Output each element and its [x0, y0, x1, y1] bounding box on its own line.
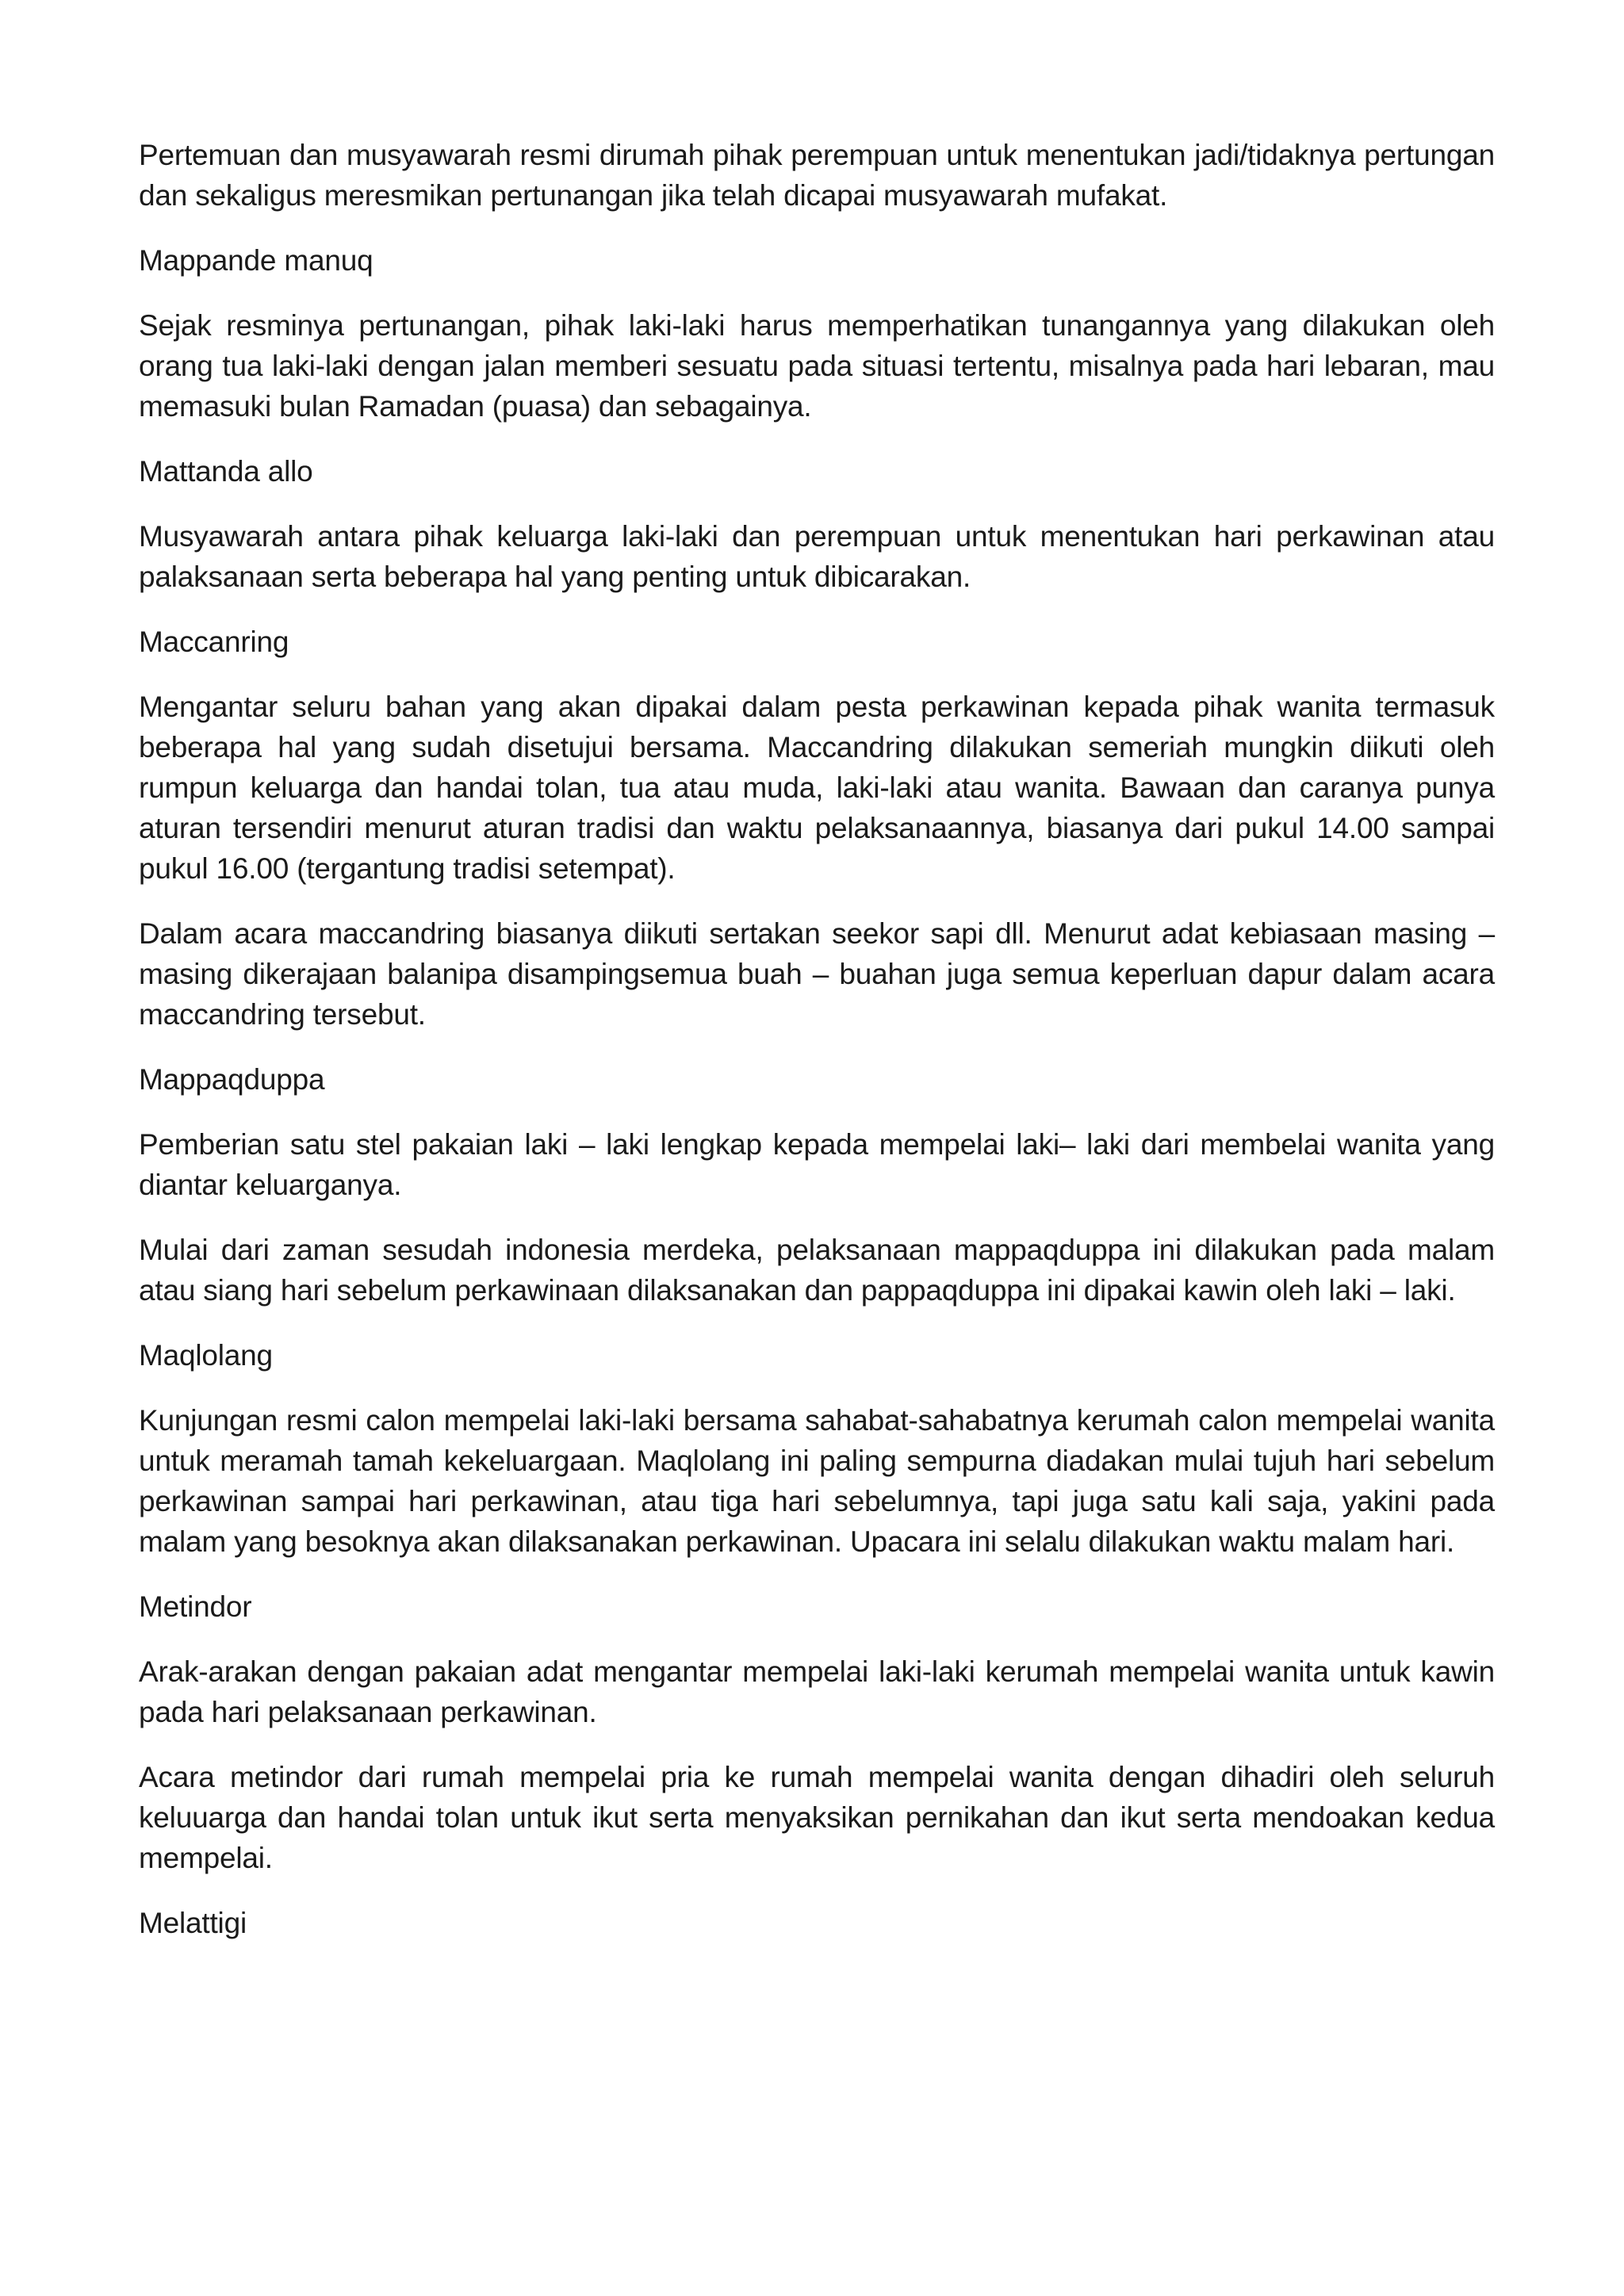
- paragraph: Pertemuan dan musyawarah resmi dirumah pihak perempuan untuk menentukan jadi/tidaknya pertungan dan sekaligus meresmikan pertunangan jika telah dicapai musyawarah mufakat.: [139, 139, 1495, 212]
- section-heading: Melattigi: [139, 1907, 247, 1939]
- paragraph: Arak-arakan dengan pakaian adat mengantar mempelai laki-laki kerumah mempelai wanita untuk kawin pada hari pelaksanaan perkawinan.: [139, 1655, 1495, 1728]
- paragraph: Kunjungan resmi calon mempelai laki-laki bersama sahabat-sahabatnya kerumah calon mempelai wanita untuk meramah tamah kekeluargaan. Maqlolang ini paling sempurna diadakan mulai tujuh hari sebelum perkawinan sampai hari perkawinan, atau tiga hari sebelumnya, tapi juga satu kali saja, yakini pada malam yang besoknya akan dilaksanakan perkawinan. Upacara ini selalu dilakukan waktu malam hari.: [139, 1404, 1495, 1558]
- section-heading: Mappande manuq: [139, 244, 373, 277]
- paragraph: Dalam acara maccandring biasanya diikuti sertakan seekor sapi dll. Menurut adat kebiasaan masing – masing dikerajaan balanipa disampingsemua buah – buahan juga semua keperluan dapur dalam acara maccandring tersebut.: [139, 917, 1495, 1031]
- paragraph: Mengantar seluru bahan yang akan dipakai dalam pesta perkawinan kepada pihak wanita termasuk beberapa hal yang sudah disetujui bersama. Maccandring dilakukan semeriah mungkin diikuti oleh rumpun keluarga dan handai tolan, tua atau muda, laki-laki atau wanita. Bawaan dan caranya punya aturan tersendiri menurut aturan tradisi dan waktu pelaksanaannya, biasanya dari pukul 14.00 sampai pukul 16.00 (tergantung tradisi setempat).: [139, 691, 1495, 885]
- paragraph: Pemberian satu stel pakaian laki – laki lengkap kepada mempelai laki– laki dari membelai wanita yang diantar keluarganya.: [139, 1128, 1495, 1201]
- paragraph: Mulai dari zaman sesudah indonesia merdeka, pelaksanaan mappaqduppa ini dilakukan pada malam atau siang hari sebelum perkawinaan dilaksanakan dan pappaqduppa ini dipakai kawin oleh laki – laki.: [139, 1234, 1495, 1307]
- section-heading: Mappaqduppa: [139, 1063, 325, 1096]
- section-heading: Maccanring: [139, 626, 289, 658]
- paragraph: Sejak resminya pertunangan, pihak laki-laki harus memperhatikan tunangannya yang dilakukan oleh orang tua laki-laki dengan jalan memberi sesuatu pada situasi tertentu, misalnya pada hari lebaran, mau memasuki bulan Ramadan (puasa) dan sebagainya.: [139, 309, 1495, 423]
- paragraph: Acara metindor dari rumah mempelai pria ke rumah mempelai wanita dengan dihadiri oleh seluruh keluuarga dan handai tolan untuk ikut serta menyaksikan pernikahan dan ikut serta mendoakan kedua mempelai.: [139, 1761, 1495, 1874]
- section-heading: Metindor: [139, 1590, 252, 1623]
- section-heading: Maqlolang: [139, 1339, 273, 1372]
- section-heading: Mattanda allo: [139, 455, 313, 488]
- document-body: [139, 135, 1495, 1968]
- paragraph: Musyawarah antara pihak keluarga laki-laki dan perempuan untuk menentukan hari perkawinan atau palaksanaan serta beberapa hal yang penting untuk dibicarakan.: [139, 520, 1495, 593]
